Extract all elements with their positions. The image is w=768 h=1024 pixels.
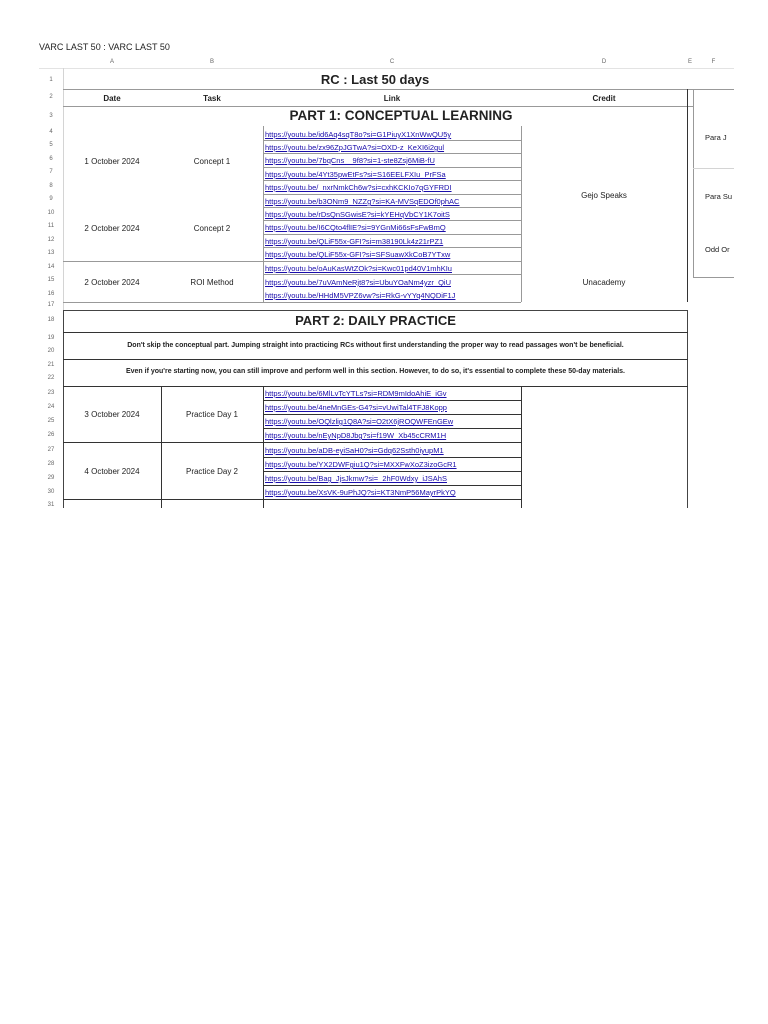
cell-border <box>263 194 521 195</box>
part2-task-1: Practice Day 1 <box>185 410 239 419</box>
row-number[interactable]: 31 <box>47 502 55 508</box>
row-number[interactable]: 27 <box>47 447 55 453</box>
part1-link-2-6[interactable]: https://youtu.be/QLiF55x-GFI?si=SFSuawXkCoB7YTxw <box>265 250 451 259</box>
header-credit: Credit <box>592 94 616 103</box>
column-header-b[interactable]: B <box>209 59 214 65</box>
part1-link-2-2[interactable]: https://youtu.be/b3ONm9_NZZg?si=KA-MVSqEDOf0phAC <box>265 197 460 206</box>
part2-note1-border <box>63 359 688 360</box>
row-number[interactable]: 19 <box>47 335 55 341</box>
row-number[interactable]: 3 <box>49 113 53 119</box>
credit-gejo-speaks: Gejo Speaks <box>581 191 627 200</box>
part1-date-3: 2 October 2024 <box>84 278 140 287</box>
cell-border <box>263 207 521 208</box>
part1-link-column-left-border <box>263 126 264 302</box>
day-border <box>63 442 521 443</box>
part2-note-skip-conceptual: Don't skip the conceptual part. Jumping straight into practicing RCs without first understanding the proper way to read passages won't be beneficial. <box>127 342 624 349</box>
part1-link-column-right-border <box>521 126 522 302</box>
part1-link-3-2[interactable]: https://youtu.be/7uVAmNeRjt8?si=UbuYOaNm4yzr_QiU <box>265 278 451 287</box>
cell-border <box>263 180 521 181</box>
cell-border <box>263 457 521 458</box>
column-header-a[interactable]: A <box>109 59 114 65</box>
row-number[interactable]: 6 <box>49 156 53 162</box>
document-title: VARC LAST 50 : VARC LAST 50 <box>39 42 170 52</box>
side-box-left <box>693 89 694 277</box>
part2-link-1-4[interactable]: https://youtu.be/nEyNpD8Jbg?si=f19W_Xb45cCRM1H <box>265 431 447 440</box>
part2-task-2: Practice Day 2 <box>185 467 239 476</box>
day-border <box>63 499 521 500</box>
row-number[interactable]: 5 <box>49 142 53 148</box>
part2-link-2-4[interactable]: https://youtu.be/XsVK-9uPhJQ?si=KT3NmP56MayrPkYQ <box>265 488 456 497</box>
part1-title: PART 1: CONCEPTUAL LEARNING <box>289 108 513 123</box>
part2-col-bc-border <box>263 386 264 508</box>
side-box-bottom <box>693 277 734 278</box>
column-header-c[interactable]: C <box>389 59 395 65</box>
part2-col-cd-border <box>521 386 522 508</box>
group-border <box>63 261 521 262</box>
cell-border <box>263 471 521 472</box>
row-number[interactable]: 28 <box>47 461 55 467</box>
part1-task-1: Concept 1 <box>193 157 231 166</box>
row-number[interactable]: 11 <box>47 223 55 229</box>
row-number[interactable]: 18 <box>47 317 55 323</box>
cell-border <box>263 485 521 486</box>
part1-link-1-1[interactable]: https://youtu.be/id6Aq4sqT8o?si=G1PiuyX1XnWwQU5y <box>265 130 452 139</box>
part1-link-2-1[interactable]: https://youtu.be/_nxrNmkCh6w?si=cxhKCKIo7qGYFRDI <box>265 183 452 192</box>
column-header-e[interactable]: E <box>687 59 692 65</box>
row-number[interactable]: 15 <box>47 277 55 283</box>
header-date: Date <box>103 94 121 103</box>
part2-title: PART 2: DAILY PRACTICE <box>295 313 456 328</box>
credit-unacademy: Unacademy <box>582 278 626 287</box>
header-link: Link <box>383 94 401 103</box>
row-number[interactable]: 21 <box>47 362 55 368</box>
part2-next-row-partial <box>265 502 521 508</box>
part2-link-1-1[interactable]: https://youtu.be/6MlLvTcYTLs?si=RDM9mIdoAhiE_iGv <box>265 389 447 398</box>
part1-link-1-3[interactable]: https://youtu.be/7bqCns__9f8?si=1-ste8Zsj6MiB-fU <box>265 156 435 165</box>
cell-border <box>263 247 521 248</box>
cell-border <box>263 234 521 235</box>
part2-date-2: 4 October 2024 <box>84 467 140 476</box>
row-number[interactable]: 25 <box>47 418 55 424</box>
row-number[interactable]: 1 <box>49 77 53 83</box>
cell-border <box>263 140 521 141</box>
part1-right-border <box>687 89 688 302</box>
row-number[interactable]: 16 <box>47 291 55 297</box>
part2-link-2-2[interactable]: https://youtu.be/YX2DWFgiu1Q?si=MXXFwXoZ3izoGcR1 <box>265 460 457 469</box>
row-number[interactable]: 2 <box>49 94 53 100</box>
part1-link-2-5[interactable]: https://youtu.be/QLiF55x-GFI?si=m38190Lk4z21rPZ1 <box>265 237 444 246</box>
part2-link-1-2[interactable]: https://youtu.be/4neMnGEs-G4?si=vUwiTal4TFJ8Kopp <box>265 403 447 412</box>
title-row-border <box>63 89 693 90</box>
part1-link-2-4[interactable]: https://youtu.be/I6CQto4flIE?si=9YGnMi66sFsFwBmQ <box>265 223 446 232</box>
side-note-odd-or: Odd Or <box>705 245 730 254</box>
part1-link-3-1[interactable]: https://youtu.be/oAuKasWtZOk?si=Kwc01pd40V1mhKIu <box>265 264 452 273</box>
part2-link-2-3[interactable]: https://youtu.be/Bag_JjsJkmw?si=_2hF0Wdxy_iJSAhS <box>265 474 447 483</box>
header-divider <box>39 68 734 69</box>
part2-date-1: 3 October 2024 <box>84 410 140 419</box>
row-number[interactable]: 29 <box>47 475 55 481</box>
side-box-top <box>693 89 734 90</box>
spreadsheet <box>39 56 734 508</box>
side-note-para-su: Para Su <box>705 192 733 201</box>
cell-border <box>263 400 521 401</box>
row-number[interactable]: 14 <box>47 264 55 270</box>
part2-note-starting-now: Even if you're starting now, you can still improve and perform well in this section. However, to do so, it's essential to complete these 50-day materials. <box>125 368 626 375</box>
part1-bottom-border <box>63 302 521 303</box>
cell-border <box>263 428 521 429</box>
column-header-f[interactable]: F <box>711 59 716 65</box>
part2-col-ab-border <box>161 386 162 508</box>
side-divider <box>693 168 734 169</box>
row-number[interactable]: 24 <box>47 404 55 410</box>
sheet-title: RC : Last 50 days <box>320 72 430 87</box>
part2-link-1-3[interactable]: https://youtu.be/OQlzlig1Q8A?si=O2tX6jROQWFEnGEw <box>265 417 454 426</box>
header-task: Task <box>203 94 221 103</box>
part2-title-border <box>63 332 688 333</box>
row-number[interactable]: 20 <box>47 348 55 354</box>
cell-border <box>263 274 521 275</box>
row-number[interactable]: 26 <box>47 432 55 438</box>
row-number[interactable]: 30 <box>47 489 55 495</box>
part1-date-2: 2 October 2024 <box>84 224 140 233</box>
cell-border <box>263 153 521 154</box>
part1-date-1: 1 October 2024 <box>84 157 140 166</box>
row-number[interactable]: 8 <box>49 183 53 189</box>
part1-link-1-2[interactable]: https://youtu.be/zx96ZpJGTwA?si=OXD-z_KeXI6i2gul <box>265 143 445 152</box>
row-number[interactable]: 10 <box>47 210 55 216</box>
row-number[interactable]: 22 <box>47 375 55 381</box>
row-number[interactable]: 17 <box>47 302 55 308</box>
row-number[interactable]: 7 <box>49 169 53 175</box>
part1-task-3: ROI Method <box>190 278 234 287</box>
row-number[interactable]: 9 <box>49 196 53 202</box>
part1-link-3-3[interactable]: https://youtu.be/HHdM5VPZ6vw?si=RkG-vYYq4NQDiF1J <box>265 291 456 300</box>
row-number[interactable]: 12 <box>47 237 55 243</box>
cell-border <box>263 220 521 221</box>
side-note-para-j: Para J <box>705 133 727 142</box>
row-number[interactable]: 23 <box>47 390 55 396</box>
cell-border <box>263 167 521 168</box>
part2-note2-border <box>63 386 688 387</box>
column-header-d[interactable]: D <box>601 59 607 65</box>
part2-link-2-1[interactable]: https://youtu.be/aDB-eyiSaH0?si=Gdq62Ssth0iyupM1 <box>265 446 444 455</box>
part1-link-1-4[interactable]: https://youtu.be/4Yt35pwEtFs?si=S16EELFXIu_PrFSa <box>265 170 446 179</box>
cell-border <box>263 414 521 415</box>
part1-task-2: Concept 2 <box>193 224 231 233</box>
row-number[interactable]: 4 <box>49 129 53 135</box>
row-number[interactable]: 13 <box>47 250 55 256</box>
header-row-border <box>63 106 693 107</box>
part1-link-2-3[interactable]: https://youtu.be/rDsQnSGwisE?si=kYEHqVbCY1K7oitS <box>265 210 450 219</box>
